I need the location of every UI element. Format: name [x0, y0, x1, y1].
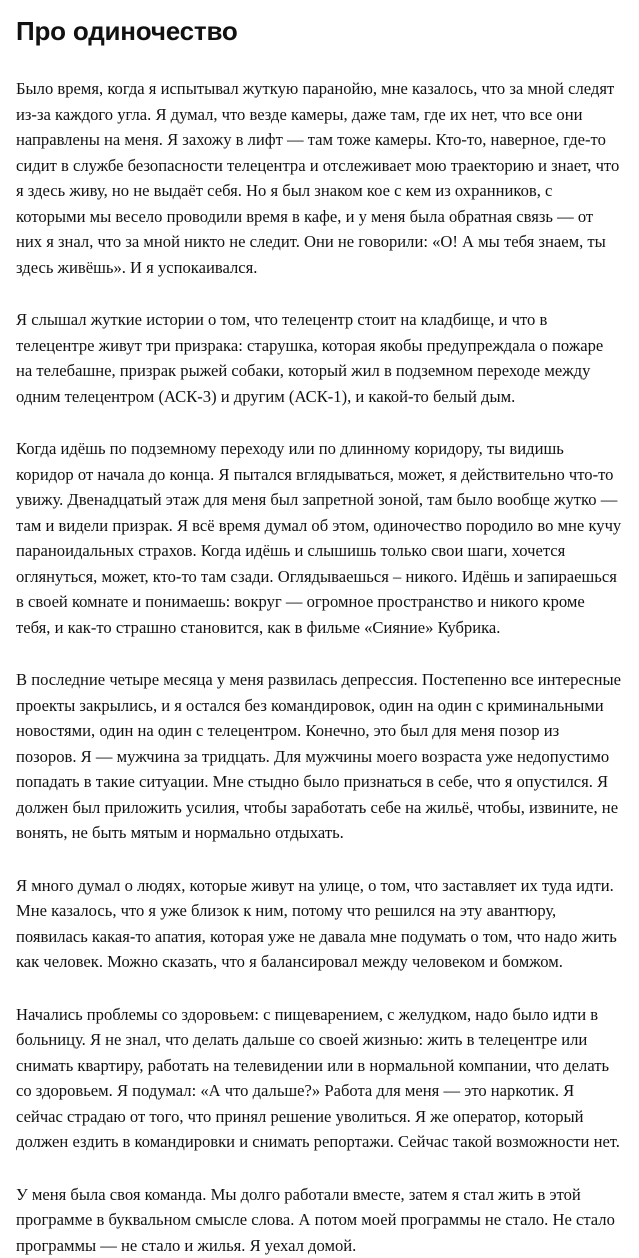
- article-paragraph: В последние четыре месяца у меня развилась депрессия. Постепенно все интересные проекты закрылись, и я остался без командировок, один на один с криминальными новостями, один на один с телецентром. Конечно, это был для меня позор из позоров. Я — мужчина за тридцать. Для мужчины моего возраста уже недопустимо попадать в такие ситуации. Мне стыдно было признаться в себе, что я опустился. Я должен был приложить усилия, чтобы заработать себе на жильё, чтобы, извините, не вонять, не быть мятым и нормально отдыхать.: [16, 667, 623, 846]
- article-paragraph: Я много думал о людях, которые живут на улице, о том, что заставляет их туда идти. Мне казалось, что я уже близок к ним, потому что решился на эту авантюру, появилась какая-то апатия, которая уже не давала мне подумать о том, что надо жить как человек. Можно сказать, что я балансировал между человеком и бомжом.: [16, 873, 623, 975]
- article-paragraph: Было время, когда я испытывал жуткую паранойю, мне казалось, что за мной следят из-за каждого угла. Я думал, что везде камеры, даже там, где их нет, что все они направлены на меня. Я захожу в лифт — там тоже камеры. Кто-то, наверное, где-то сидит в службе безопасности телецентра и отслеживает мою траекторию и знает, что я здесь живу, но не выдаёт себя. Но я был знаком кое с кем из охранников, с которыми мы весело проводили время в кафе, и у меня была обратная связь — от них я знал, что за мной никто не следит. Они не говорили: «О! А мы тебя знаем, ты здесь живёшь». И я успокаивался.: [16, 76, 623, 280]
- article-paragraph: У меня была своя команда. Мы долго работали вместе, затем я стал жить в этой программе в буквальном смысле слова. А потом моей программы не стало. Не стало программы — не стало и жилья. Я уехал домой.: [16, 1182, 623, 1258]
- article-title: Про одиночество: [16, 12, 623, 50]
- article-paragraph: Я слышал жуткие истории о том, что телецентр стоит на кладбище, и что в телецентре живут три призрака: старушка, которая якобы предупреждала о пожаре на телебашне, призрак рыжей собаки, который жил в подземном переходе между одним телецентром (АСК-3) и другим (АСК-1), и какой-то белый дым.: [16, 307, 623, 409]
- article-paragraph: Когда идёшь по подземному переходу или по длинному коридору, ты видишь коридор от начала до конца. Я пытался вглядываться, может, я действительно что-то увижу. Двенадцатый этаж для меня был запретной зоной, там было вообще жутко — там и видели призрак. Я всё время думал об этом, одиночество породило во мне кучу параноидальных страхов. Когда идёшь и слышишь только свои шаги, хочется оглянуться, может, кто-то там сзади. Оглядываешься – никого. Идёшь и запираешься в своей комнате и понимаешь: вокруг — огромное пространство и никого кроме тебя, и как-то страшно становится, как в фильме «Сияние» Кубрика.: [16, 436, 623, 640]
- article-paragraph: Начались проблемы со здоровьем: с пищеварением, с желудком, надо было идти в больницу. Я не знал, что делать дальше со своей жизнью: жить в телецентре или снимать квартиру, работать на телевидении или в нормальной компании, что делать со здоровьем. Я подумал: «А что дальше?» Работа для меня — это наркотик. Я сейчас страдаю от того, что принял решение уволиться. Я же оператор, который должен ездить в командировки и снимать репортажи. Сейчас такой возможности нет.: [16, 1002, 623, 1155]
